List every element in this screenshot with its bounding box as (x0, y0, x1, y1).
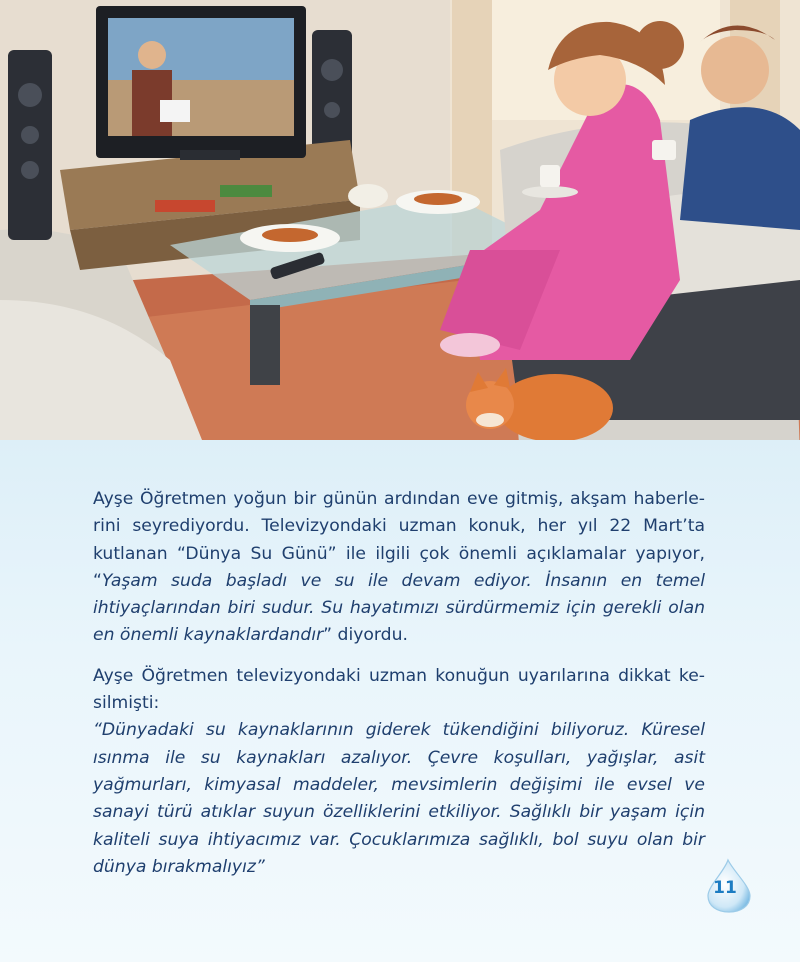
story-text (93, 486, 705, 881)
paragraph-2-intro: Ayşe Öğretmen televizyondaki uzman konuğun uyarılarına dikkat kesilmişti: (93, 665, 705, 714)
paragraph-1-quote: Yaşam suda başladı ve su ile devam ediyor. İnsanın en temel ihtiyaçlarından biri sudur. Su hayatımızı sürdürmemiz için gerekli olan en önemli kaynaklardandır (93, 570, 705, 646)
paragraph-2 (93, 663, 705, 881)
living-room-illustration (0, 0, 800, 460)
page-number: 11 (713, 878, 737, 898)
paragraph-1 (93, 486, 705, 650)
paragraph-1-end: ” diyordu. (323, 625, 408, 646)
paragraph-2-quote: “Dünyadaki su kaynaklarının giderek tükendiğini biliyoruz. Küresel ısınma ile su kaynakları azalıyor. Çevre koşulları, yağışlar, asit yağmurları, kimyasal maddeler, mevsimlerin değişimi ile evsel ve sanayi türü atıklar suyun özelliklerini etkiliyor. Sağlıklı bir yaşam için kaliteli suya ihtiyacımız var. Çocuklarımıza sağlıklı, bol suyu olan bir dünya bırakmalıyız” (93, 720, 705, 877)
paragraph-1-intro: Ayşe Öğretmen yoğun bir günün ardından eve gitmiş, akşam haberlerini seyrediyordu. Televizyondaki uzman konuk, her yıl 22 Mart’ta kutlanan “Dünya Su Günü” ile ilgili çok önemli açıklamalar yapıyor, “ (93, 489, 705, 591)
